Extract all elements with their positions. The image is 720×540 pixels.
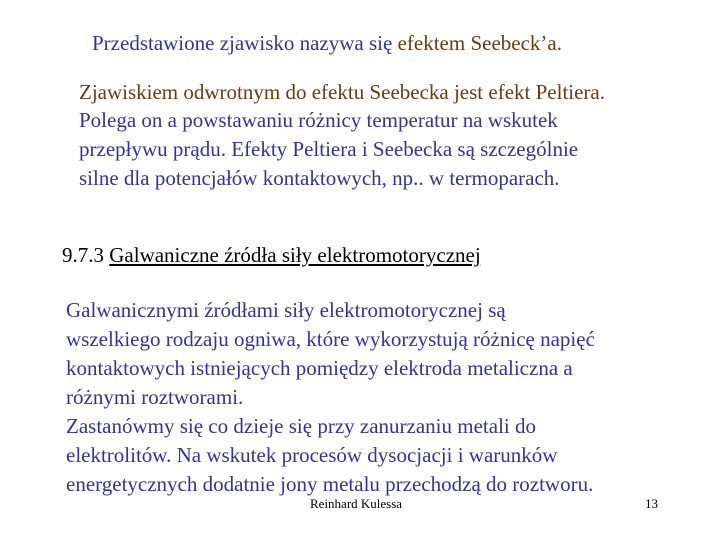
paragraph-line: silne dla potencjałów kontaktowych, np.. w termoparach. — [79, 166, 560, 190]
page-number: 13 — [645, 496, 658, 511]
paragraph-line: Zjawiskiem odwrotnym do efektu Seebecka jest efekt Peltiera. — [79, 80, 605, 104]
paragraph-line: Galwanicznymi źródłami siły elektromotorycznej są — [66, 298, 506, 322]
section-heading — [62, 241, 481, 270]
paragraph-line: Zastanówmy się co dzieje się przy zanurzaniu metali do — [66, 414, 536, 438]
section-title: Galwaniczne źródła siły elektromotorycznej — [109, 243, 481, 267]
paragraph-line: Polega on a powstawaniu różnicy temperatur na wskutek — [79, 108, 558, 132]
paragraph-line: różnymi roztworami. — [66, 385, 244, 409]
section-number: 9.7.3 — [62, 243, 110, 267]
intro-line — [92, 29, 562, 58]
paragraph-line: przepływu prądu. Efekty Peltiera i Seebecka są szczególnie — [79, 137, 579, 161]
footer-author: Reinhard Kulessa — [310, 496, 403, 511]
paragraph-line: elektrolitów. Na wskutek procesów dysocjacji i warunków — [66, 443, 558, 467]
intro-highlight: efektem Seebeck’a. — [397, 31, 562, 55]
paragraph-line: kontaktowych istniejących pomiędzy elektroda metaliczna a — [66, 356, 573, 380]
intro-text: Przedstawione zjawisko nazywa się — [92, 31, 398, 55]
paragraph-line: energetycznych dodatnie jony metalu przechodzą do roztworu. — [66, 472, 594, 496]
paragraph-line: wszelkiego rodzaju ogniwa, które wykorzystują różnicę napięć — [66, 327, 595, 351]
